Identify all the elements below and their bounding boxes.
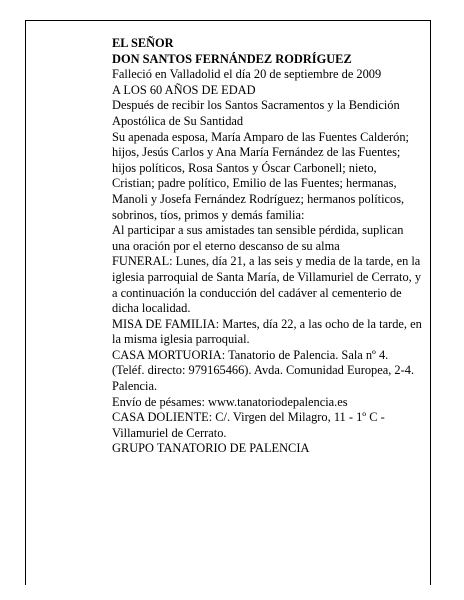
deceased-name: DON SANTOS FERNÁNDEZ RODRÍGUEZ xyxy=(112,51,352,66)
mourning-home-info: CASA DOLIENTE: C/. Virgen del Milagro, 11 - 1º C - Villamuriel de Cerrato. xyxy=(112,410,385,440)
funeral-info: FUNERAL: Lunes, día 21, a las seis y media de la tarde, en la iglesia parroquial de Santa María, de Villamuriel de Cerrato, y a continuación la conducción del cadáver al cementerio de dicha localidad. xyxy=(112,254,422,316)
obituary-text xyxy=(112,36,422,457)
sacraments-info: Después de recibir los Santos Sacramentos y la Bendición Apostólica de Su Santidad xyxy=(112,98,400,128)
family-mass-info: MISA DE FAMILIA: Martes, día 22, a las ocho de la tarde, en la misma iglesia parroquial. xyxy=(112,316,422,347)
deceased-title: EL SEÑOR xyxy=(112,36,174,50)
family-list: Su apenada esposa, María Amparo de las Fuentes Calderón; hijos, Jesús Carlos y Ana María Fernández de las Fuentes; hijos políticos, Rosa Santos y Óscar Carbonell; nieto, Cristian; padre político, Emilio de las Fuentes; hermanas, Manoli y Josefa Fernández Rodríguez; hermanos políticos, sobrinos, tíos, primos y demás familia: xyxy=(112,129,409,222)
condolences-info: Envío de pésames: www.tanatoriodepalencia.es xyxy=(112,394,348,409)
death-info: Falleció en Valladolid el día 20 de septiembre de 2009 xyxy=(112,67,382,82)
prayer-request: Al participar a sus amistades tan sensible pérdida, suplican una oración por el eterno descanso de su alma xyxy=(112,223,404,253)
mortuary-info: CASA MORTUORIA: Tanatorio de Palencia. Sala nº 4. (Teléf. directo: 979165466). Avda. Comunidad Europea, 2-4. Palencia. xyxy=(112,347,415,394)
funeral-home-group: GRUPO TANATORIO DE PALENCIA xyxy=(112,441,310,456)
age-info: A LOS 60 AÑOS DE EDAD xyxy=(112,82,256,97)
